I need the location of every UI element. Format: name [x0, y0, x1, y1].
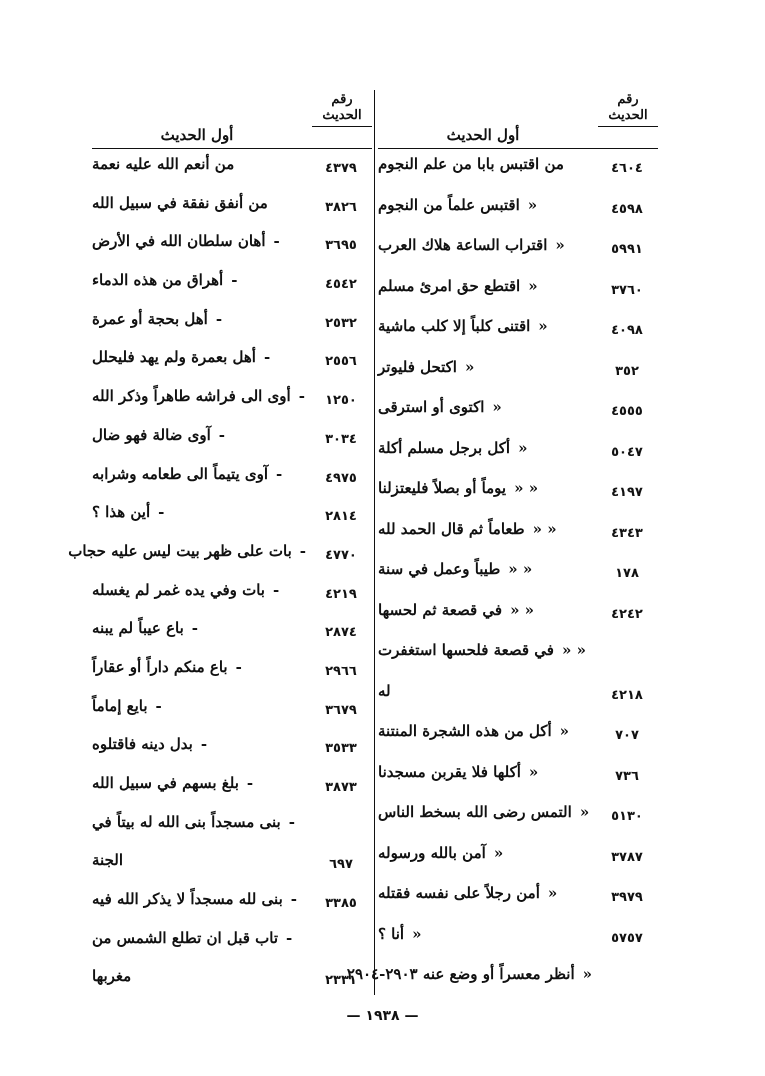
hadith-number: ٤٥٤٢ [325, 277, 357, 293]
number-header-line2: الحديث [312, 108, 372, 127]
ditto-mark: « [528, 762, 539, 781]
entry-text: طيباً وعمل في سنة [378, 560, 501, 578]
index-entry [378, 797, 658, 838]
entry-text: التمس رضى الله بسخط الناس [378, 803, 572, 821]
hadith-opening [378, 763, 592, 781]
ditto-mark: « [528, 276, 538, 295]
hadith-opening [92, 735, 306, 753]
entry-text: اقتبس علماً من النجوم [378, 195, 520, 214]
index-entry [92, 149, 372, 188]
number-header-line1: رقم [331, 92, 353, 107]
entry-text: أكلها فلا يقربن مسجدنا [378, 762, 521, 781]
hadith-opening [92, 774, 306, 792]
hadith-opening [378, 236, 592, 254]
hadith-opening [378, 155, 592, 173]
first-words-header: أول الحديث [446, 126, 520, 144]
hadith-opening [68, 541, 306, 560]
entry-text: آمن بالله ورسوله [378, 843, 486, 862]
hadith-number: ٦٩٧ [329, 857, 353, 873]
hadith-number: ٣٧٦٠ [611, 282, 643, 298]
index-entry [68, 536, 372, 575]
hadith-number: ٤٥٩٨ [611, 201, 643, 217]
hadith-opening [378, 682, 592, 700]
hadith-number: ٤٧٧٠ [325, 547, 357, 563]
entry-text: أهراق من هذه الدماء [92, 271, 224, 290]
hadith-opening [92, 271, 306, 289]
entry-text: الجنة [92, 851, 123, 870]
entry-text: اكتحل فليوتر [378, 357, 457, 376]
index-entry [92, 884, 372, 923]
left-column-rows [68, 149, 372, 1000]
index-entry [378, 919, 658, 960]
ditto-mark: - [272, 580, 280, 599]
ditto-mark: - [273, 232, 280, 251]
hadith-opening [378, 317, 592, 335]
hadith-opening [378, 196, 592, 214]
hadith-opening [92, 232, 306, 250]
entry-text: أمن رجلاً على نفسه فقتله [378, 884, 540, 902]
ditto-mark: « « [532, 519, 557, 538]
index-entry [92, 923, 372, 962]
hadith-number: ٣٩٧٩ [611, 890, 643, 905]
ditto-mark: « [538, 317, 548, 335]
entry-text: من أنعم الله عليه نعمة [92, 155, 235, 173]
index-entry [378, 352, 658, 393]
hadith-number: ٤٦٠٤ [611, 161, 643, 176]
hadith-opening [92, 348, 306, 366]
ditto-mark: - [191, 619, 198, 638]
hadith-opening [92, 813, 306, 831]
ditto-mark: - [290, 890, 297, 909]
hadith-number: ٧٣٦ [615, 768, 639, 784]
entry-text: يوماً أو بصلاً فليعتزلنا [378, 479, 507, 497]
ditto-mark: « [412, 924, 422, 943]
hadith-number: ٢٣٣١ [325, 973, 357, 989]
left-column-header [92, 92, 372, 149]
index-entry [378, 878, 658, 919]
hadith-opening [92, 426, 306, 444]
ditto-mark: - [263, 348, 271, 367]
hadith-number: ٣٥٢ [615, 363, 639, 379]
hadith-opening [92, 890, 306, 908]
hadith-opening [92, 967, 306, 985]
entry-text: بات على ظهر بيت ليس عليه حجاب [68, 541, 292, 560]
hadith-opening [378, 439, 592, 457]
hadith-opening [92, 619, 306, 637]
ditto-mark: « [579, 803, 590, 821]
entry-text: بلغ بسهم في سبيل الله [92, 774, 239, 792]
ditto-mark: - [200, 735, 208, 754]
hadith-opening [92, 503, 306, 521]
ditto-mark: « [493, 843, 504, 862]
hadith-opening [92, 929, 306, 947]
ditto-mark: - [286, 928, 293, 947]
index-entry [378, 838, 658, 879]
hadith-opening [378, 479, 592, 497]
hadith-number: ١٢٥٠ [325, 393, 357, 409]
entry-text: باع عيباً لم يبنه [92, 619, 184, 638]
index-entry [92, 613, 372, 652]
index-entry [92, 342, 372, 381]
entry-text: بات وفي يده غمر لم يغسله [92, 580, 265, 599]
hadith-opening [378, 277, 592, 295]
hadith-number: ٣٨٧٣ [325, 780, 357, 795]
index-entry [378, 514, 658, 555]
entry-text: أهل بعمرة ولم يهد فليحلل [92, 348, 256, 367]
index-entry [378, 473, 658, 514]
entry-text: في قصعة ثم لحسها [378, 600, 503, 619]
index-entry [346, 959, 658, 1000]
index-entry [378, 271, 658, 312]
entry-text: من اقتبس بابا من علم النجوم [378, 155, 564, 173]
ditto-mark: - [231, 271, 238, 290]
hadith-opening [346, 965, 592, 983]
column-divider [374, 90, 375, 995]
hadith-opening [378, 520, 592, 538]
ditto-mark: - [155, 696, 162, 715]
entry-text: أين هذا ؟ [92, 503, 151, 522]
entry-text: أنا ؟ [378, 924, 405, 943]
index-entry [92, 768, 372, 807]
index-entry [92, 961, 372, 1000]
hadith-number: ١٧٨ [615, 566, 639, 581]
index-entry [378, 230, 658, 271]
hadith-number: ٤٣٤٣ [611, 525, 643, 541]
hadith-number: ٤٥٥٥ [611, 404, 643, 419]
index-entry [378, 676, 658, 717]
entry-text: اقتنى كلباً إلا كلب ماشية [378, 317, 531, 335]
entry-text: اقتطع حق امرئ مسلم [378, 276, 521, 295]
number-header [312, 92, 372, 127]
number-header-line1: رقم [617, 92, 639, 107]
hadith-opening [92, 310, 306, 328]
entry-text: أنظر معسراً أو وضع عنه ٢٩٠٣-٢٩٠٤ [346, 965, 575, 983]
ditto-mark: - [246, 774, 254, 792]
index-entry [92, 497, 372, 536]
hadith-number: ٣٣٨٥ [325, 896, 357, 912]
hadith-number: ٣٧٨٧ [611, 849, 643, 865]
hadith-opening [378, 560, 592, 578]
hadith-opening [378, 844, 592, 862]
entry-text: اكتوى أو استرقى [378, 398, 485, 416]
number-header-line2: الحديث [598, 108, 658, 127]
ditto-mark: - [299, 541, 306, 560]
index-entry [92, 691, 372, 730]
hadith-opening [378, 398, 592, 416]
hadith-number: ٤٢١٩ [325, 586, 357, 602]
entry-text: آوى ضالة فهو ضال [92, 425, 211, 444]
index-entry [378, 392, 658, 433]
entry-text: أهان سلطان الله في الأرض [92, 232, 266, 251]
index-entry [92, 226, 372, 265]
hadith-opening [92, 194, 306, 212]
entry-text: أهل بحجة أو عمرة [92, 309, 208, 328]
ditto-mark: - [218, 425, 226, 444]
hadith-opening [92, 851, 306, 869]
index-entry [92, 459, 372, 498]
hadith-number: ٥٠٤٧ [611, 444, 643, 460]
right-column-header [378, 92, 658, 149]
entry-text: بدل دينه فاقتلوه [92, 735, 193, 754]
hadith-opening [92, 697, 306, 715]
ditto-mark: - [158, 503, 165, 522]
page-number: — ١٩٣٨ — [346, 1008, 419, 1024]
entry-text: في قصعة فلحسها استغفرت [378, 641, 554, 659]
hadith-opening [378, 601, 592, 619]
ditto-mark: « « [561, 641, 586, 659]
hadith-opening [378, 358, 592, 376]
ditto-mark: - [215, 309, 223, 328]
index-entry [92, 652, 372, 691]
index-entry [92, 188, 372, 227]
ditto-mark: « « [514, 479, 539, 497]
ditto-mark: « [464, 357, 475, 376]
entry-text: بنى لله مسجداً لا يذكر الله فيه [92, 890, 283, 909]
first-words-header: أول الحديث [160, 126, 234, 144]
entry-text: أكل برجل مسلم أكلة [378, 438, 511, 457]
index-entry [92, 807, 372, 846]
hadith-number: ٢٨١٤ [325, 509, 357, 525]
entry-text: له [378, 681, 391, 700]
ditto-mark: « [547, 884, 558, 902]
hadith-number: ٥٩٩١ [611, 242, 643, 257]
ditto-mark: - [298, 387, 305, 406]
index-entry [378, 433, 658, 474]
ditto-mark: « « [508, 560, 533, 578]
ditto-mark: - [288, 812, 295, 831]
index-entry [92, 845, 372, 884]
right-column [346, 92, 658, 992]
hadith-opening [378, 925, 592, 943]
hadith-opening [92, 465, 306, 483]
entry-text: أوى الى فراشه طاهراً وذكر الله [92, 387, 291, 406]
hadith-number: ٢٩٦٦ [325, 663, 357, 679]
hadith-number: ٥٧٥٧ [611, 930, 643, 946]
entry-text: آوى يتيماً الى طعامه وشرابه [92, 464, 269, 483]
right-column-rows [346, 149, 658, 1000]
hadith-number: ٤٢٤٢ [611, 606, 643, 622]
hadith-opening [378, 884, 592, 902]
entry-text: بايع إماماً [92, 696, 148, 715]
entry-text: أكل من هذه الشجرة المنتنة [378, 722, 552, 740]
ditto-mark: « [492, 398, 502, 416]
hadith-number: ٥١٣٠ [611, 809, 643, 824]
index-entry [378, 554, 658, 595]
entry-text: طعاماً ثم قال الحمد لله [378, 519, 525, 538]
hadith-number: ٣٦٩٥ [325, 238, 357, 254]
hadith-opening [92, 387, 306, 405]
entry-text: تاب قبل ان تطلع الشمس من [92, 928, 279, 947]
hadith-opening [378, 641, 592, 659]
index-entry [92, 304, 372, 343]
entry-text: باع منكم داراً أو عقاراً [92, 657, 228, 676]
ditto-mark: « [555, 236, 565, 254]
ditto-mark: « [518, 438, 528, 457]
ditto-mark: « « [510, 600, 535, 619]
hadith-number: ٣٥٣٣ [325, 741, 357, 757]
entry-text: اقتراب الساعة هلاك العرب [378, 236, 548, 254]
index-entry [378, 149, 658, 190]
index-entry [378, 716, 658, 757]
hadith-opening [92, 658, 306, 676]
number-header [598, 92, 658, 127]
hadith-number: ٢٥٥٦ [325, 354, 357, 370]
hadith-opening [92, 581, 306, 599]
index-entry [92, 729, 372, 768]
index-entry [378, 757, 658, 798]
ditto-mark: - [276, 464, 283, 483]
index-entry [92, 381, 372, 420]
hadith-number: ٤٩٧٥ [325, 470, 357, 486]
index-entry [378, 595, 658, 636]
hadith-opening [378, 803, 592, 821]
hadith-number: ٣٠٣٤ [325, 431, 357, 447]
hadith-number: ٢٨٧٤ [325, 625, 357, 641]
hadith-number: ٢٥٣٢ [325, 315, 357, 331]
index-entry [92, 575, 372, 614]
index-entry [92, 420, 372, 459]
entry-text: بنى مسجداً بنى الله له بيتاً في [92, 812, 281, 831]
left-column [68, 92, 372, 992]
hadith-number: ٤٢١٨ [611, 687, 643, 703]
ditto-mark: « [527, 195, 538, 214]
hadith-number: ٧٠٧ [615, 728, 639, 743]
ditto-mark: - [235, 657, 242, 676]
entry-text: مغربها [92, 967, 132, 986]
index-entry [378, 190, 658, 231]
entry-text: من أنفق نفقة في سبيل الله [92, 193, 268, 212]
hadith-opening [92, 155, 306, 173]
ditto-mark: « [582, 965, 592, 983]
index-entry [378, 635, 658, 676]
hadith-number: ٣٦٧٩ [325, 702, 357, 718]
index-entry [378, 311, 658, 352]
hadith-number: ٤١٩٧ [611, 485, 643, 500]
hadith-number: ٤٣٧٩ [325, 161, 357, 176]
hadith-number: ٤٠٩٨ [611, 323, 643, 338]
hadith-number: ٣٨٢٦ [325, 199, 357, 215]
ditto-mark: « [559, 722, 569, 740]
hadith-opening [378, 722, 592, 740]
index-entry [92, 265, 372, 304]
